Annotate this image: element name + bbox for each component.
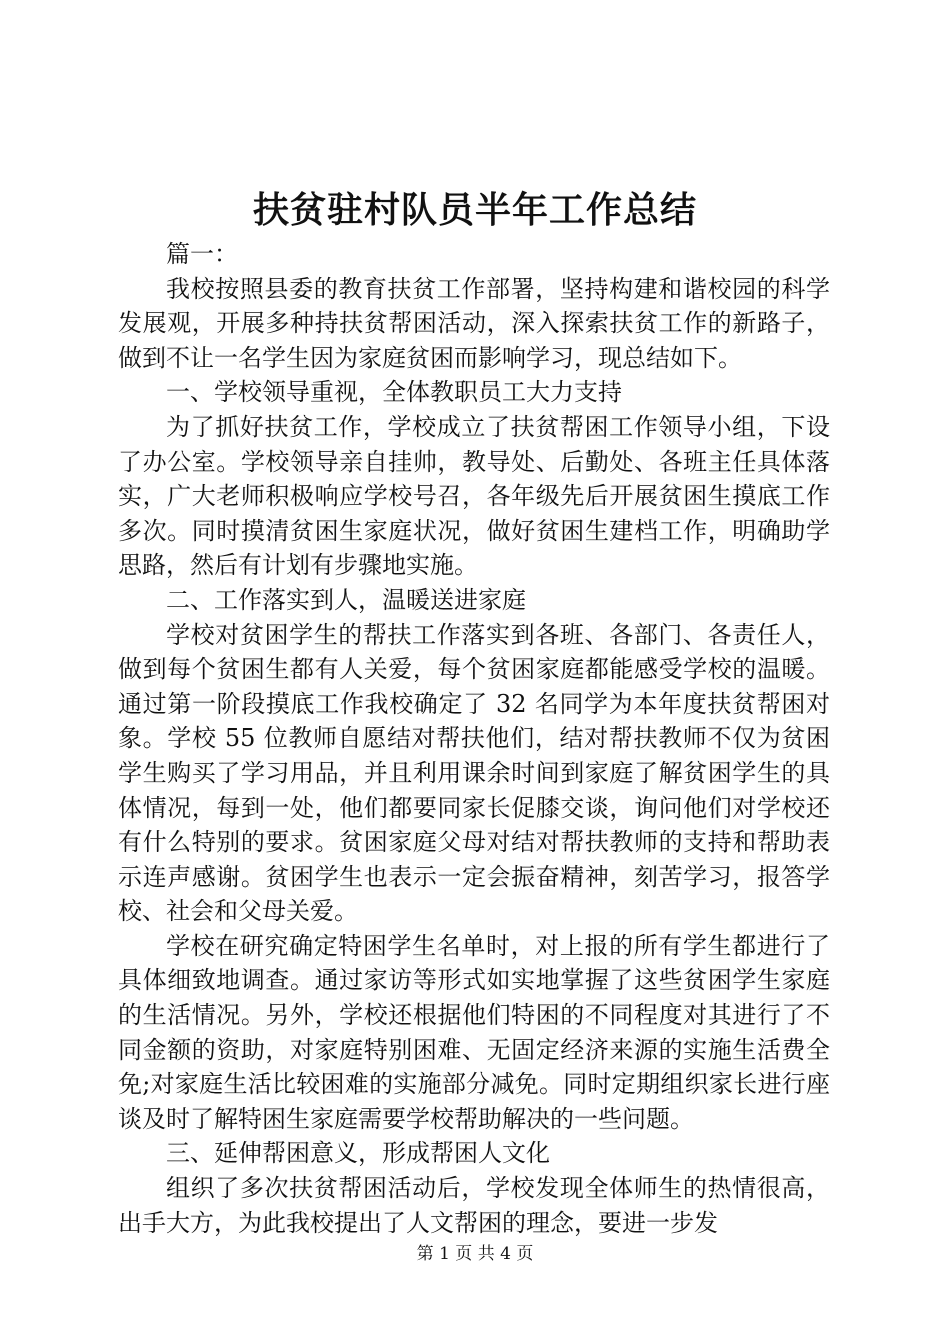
paragraph-section-label: 篇一： (166, 240, 238, 268)
document-title: 扶贫驻村队员半年工作总结 (252, 189, 697, 231)
paragraph: 学校在研究确定特困学生名单时，对上报的所有学生都进行了具体细致地调查。通过家访等形式如实地掌握了这些贫困学生家庭的生活情况。另外，学校还根据他们特困的不同程度对其进行了不同金额的资助，对家庭特别困难、无固定经济来源的实施生活费全免;对家庭生活比较困难的实施部分减免。同时定期组织家长进行座谈及时了解特困生家庭需要学校帮助解决的一些问题。 (118, 931, 830, 1133)
section-heading: 二、工作落实到人，温暖送进家庭 (166, 585, 526, 614)
paragraph: 为了抓好扶贫工作，学校成立了扶贫帮困工作领导小组，下设了办公室。学校领导亲自挂帅，教导处、后勤处、各班主任具体落实，广大老师积极响应学校号召，各年级先后开展贫困生摸底工作多次。同时摸清贫困生家庭状况，做好贫困生建档工作，明确助学思路，然后有计划有步骤地实施。 (118, 412, 830, 580)
section-heading: 三、延伸帮困意义，形成帮困人文化 (166, 1139, 550, 1168)
document-body (118, 237, 830, 1240)
paragraph: 组织了多次扶贫帮困活动后，学校发现全体师生的热情很高，出手大方，为此我校提出了人文帮困的理念，要进一步发 (118, 1174, 830, 1237)
paragraph: 我校按照县委的教育扶贫工作部署，坚持构建和谐校园的科学发展观，开展多种持扶贫帮困活动，深入探索扶贫工作的新路子，做到不让一名学生因为家庭贫困而影响学习，现总结如下。 (118, 274, 830, 372)
paragraph: 学校对贫困学生的帮扶工作落实到各班、各部门、各责任人，做到每个贫困生都有人关爱，每个贫困家庭都能感受学校的温暖。通过第一阶段摸底工作我校确定了 32 名同学为本年度扶贫帮困对象。学校 55 位教师自愿结对帮扶他们，结对帮扶教师不仅为贫困学生购买了学习用品，并且利用课余时间到家庭了解贫困学生的具体情况，每到一处，他们都要同家长促膝交谈，询问他们对学校还有什么特别的要求。贫困家庭父母对结对帮扶教师的支持和帮助表示连声感谢。贫困学生也表示一定会振奋精神，刻苦学习，报答学校、社会和父母关爱。 (118, 620, 830, 926)
section-heading: 一、学校领导重视，全体教职员工大力支持 (166, 378, 622, 407)
page-number-footer: 第 1 页 共 4 页 (416, 1244, 534, 1264)
